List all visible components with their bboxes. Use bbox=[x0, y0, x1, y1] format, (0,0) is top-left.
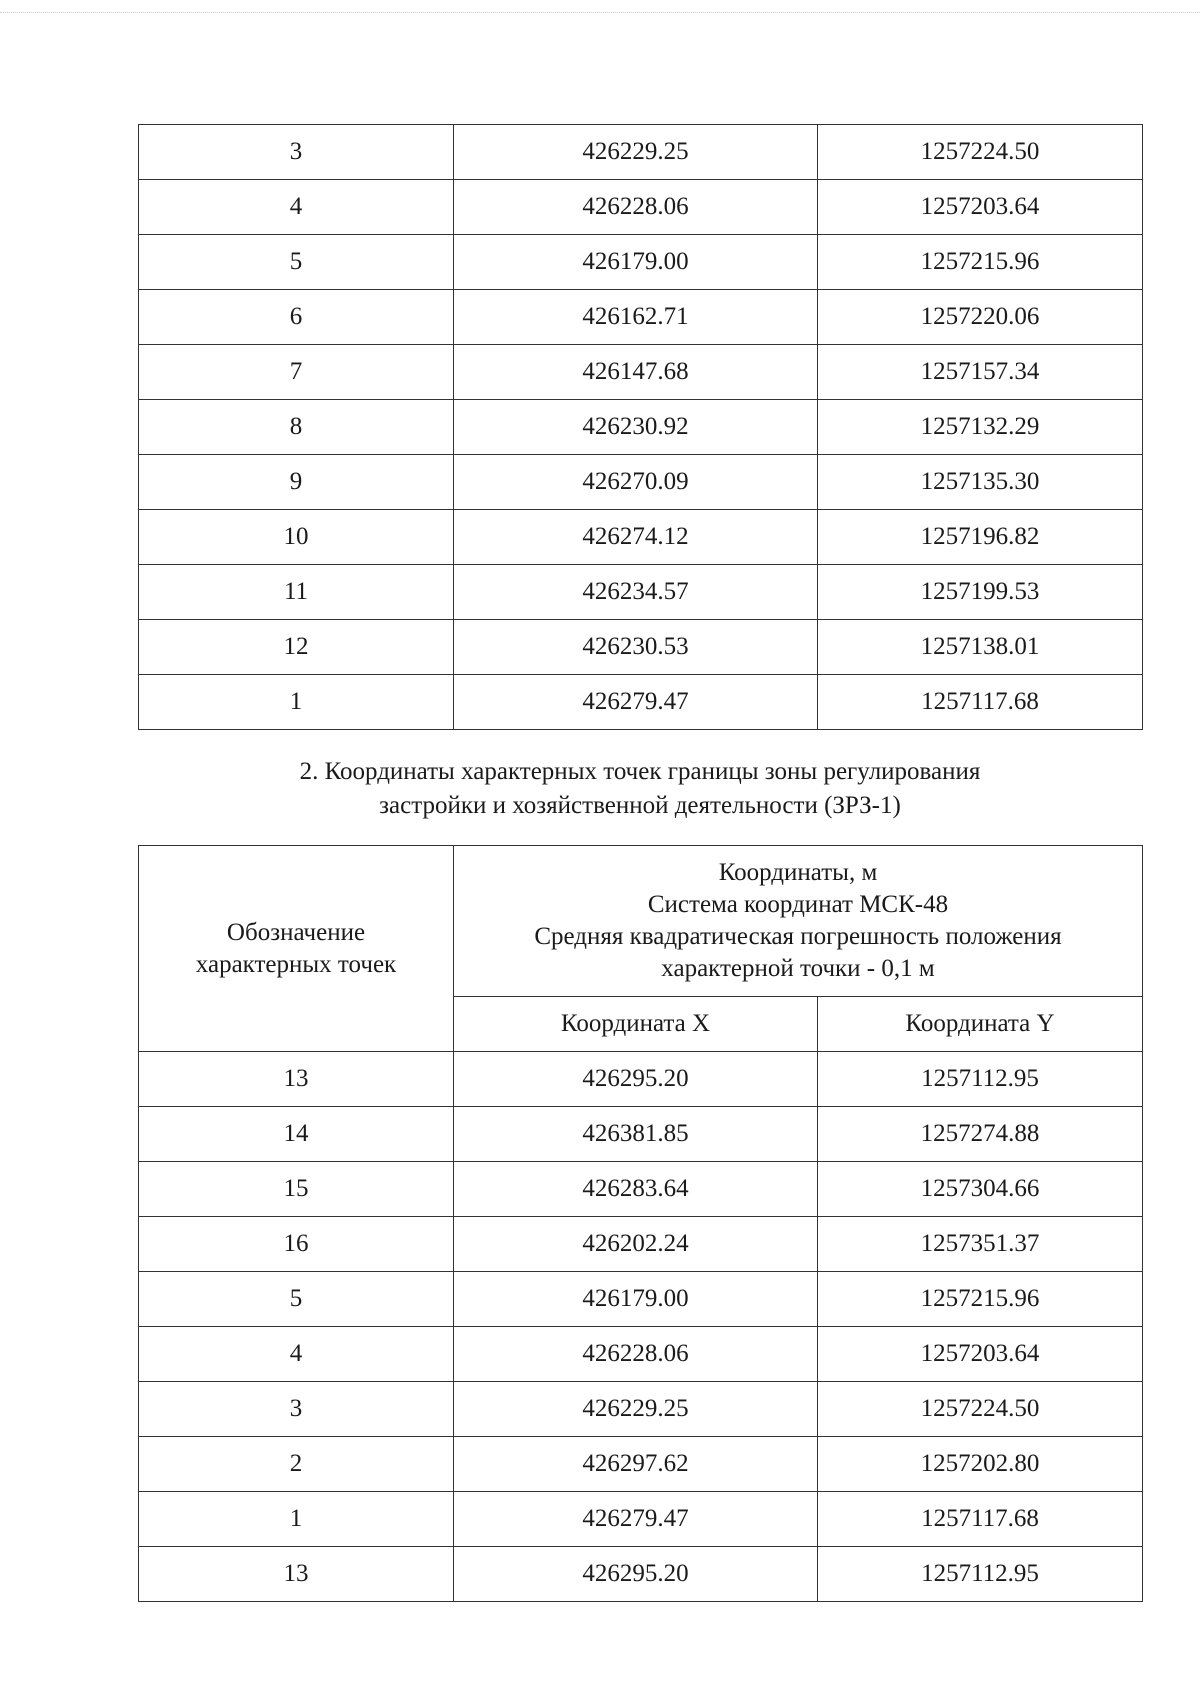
header-row bbox=[139, 846, 1143, 997]
table-row bbox=[139, 1107, 1143, 1162]
x-cell: 426381.85 bbox=[454, 1107, 818, 1162]
point-cell: 15 bbox=[139, 1162, 454, 1217]
x-cell: 426229.25 bbox=[454, 1382, 818, 1437]
point-cell: 16 bbox=[139, 1217, 454, 1272]
point-cell: 3 bbox=[139, 1382, 454, 1437]
point-cell: 13 bbox=[139, 1052, 454, 1107]
table-row bbox=[139, 1052, 1143, 1107]
header-coords-line-4: характерной точки - 0,1 м bbox=[661, 955, 935, 982]
x-cell: 426279.47 bbox=[454, 1492, 818, 1547]
x-cell: 426162.71 bbox=[454, 290, 818, 345]
section-title-line-1: 2. Координаты характерных точек границы зоны регулирования bbox=[299, 758, 981, 785]
header-coords-line-3: Средняя квадратическая погрешность положения bbox=[534, 923, 1062, 950]
y-cell: 1257224.50 bbox=[818, 125, 1143, 180]
point-designation-header bbox=[139, 846, 454, 1052]
section-title-line-2: застройки и хозяйственной деятельности (ЗРЗ-1) bbox=[379, 792, 901, 819]
y-cell: 1257202.80 bbox=[818, 1437, 1143, 1492]
y-cell: 1257135.30 bbox=[818, 455, 1143, 510]
x-cell: 426202.24 bbox=[454, 1217, 818, 1272]
point-cell: 12 bbox=[139, 620, 454, 675]
point-cell: 9 bbox=[139, 455, 454, 510]
table-row bbox=[139, 455, 1143, 510]
table-row bbox=[139, 620, 1143, 675]
y-cell: 1257132.29 bbox=[818, 400, 1143, 455]
y-cell: 1257215.96 bbox=[818, 235, 1143, 290]
x-cell: 426179.00 bbox=[454, 235, 818, 290]
table-row bbox=[139, 1492, 1143, 1547]
point-cell: 6 bbox=[139, 290, 454, 345]
table-row bbox=[139, 1327, 1143, 1382]
x-cell: 426147.68 bbox=[454, 345, 818, 400]
x-cell: 426179.00 bbox=[454, 1272, 818, 1327]
table-2-body bbox=[139, 1052, 1143, 1602]
coordinates-table-continued bbox=[138, 124, 1143, 730]
y-cell: 1257274.88 bbox=[818, 1107, 1143, 1162]
point-cell: 5 bbox=[139, 235, 454, 290]
point-cell: 11 bbox=[139, 565, 454, 620]
point-cell: 1 bbox=[139, 675, 454, 730]
x-cell: 426228.06 bbox=[454, 1327, 818, 1382]
y-cell: 1257112.95 bbox=[818, 1547, 1143, 1602]
y-cell: 1257203.64 bbox=[818, 180, 1143, 235]
table-row bbox=[139, 565, 1143, 620]
y-cell: 1257117.68 bbox=[818, 675, 1143, 730]
x-cell: 426229.25 bbox=[454, 125, 818, 180]
x-cell: 426228.06 bbox=[454, 180, 818, 235]
table-row bbox=[139, 235, 1143, 290]
y-cell: 1257351.37 bbox=[818, 1217, 1143, 1272]
coordinate-x-header: Координата X bbox=[454, 997, 818, 1052]
x-cell: 426283.64 bbox=[454, 1162, 818, 1217]
y-cell: 1257112.95 bbox=[818, 1052, 1143, 1107]
point-cell: 10 bbox=[139, 510, 454, 565]
point-cell: 3 bbox=[139, 125, 454, 180]
zrz-1-coordinates-table bbox=[138, 845, 1143, 1602]
x-cell: 426274.12 bbox=[454, 510, 818, 565]
x-cell: 426279.47 bbox=[454, 675, 818, 730]
table-row bbox=[139, 180, 1143, 235]
table-row bbox=[139, 675, 1143, 730]
table-1-body bbox=[139, 125, 1143, 730]
table-row bbox=[139, 1162, 1143, 1217]
y-cell: 1257203.64 bbox=[818, 1327, 1143, 1382]
y-cell: 1257224.50 bbox=[818, 1382, 1143, 1437]
y-cell: 1257157.34 bbox=[818, 345, 1143, 400]
table-row bbox=[139, 1382, 1143, 1437]
point-cell: 4 bbox=[139, 180, 454, 235]
x-cell: 426230.53 bbox=[454, 620, 818, 675]
point-cell: 8 bbox=[139, 400, 454, 455]
x-cell: 426295.20 bbox=[454, 1547, 818, 1602]
y-cell: 1257220.06 bbox=[818, 290, 1143, 345]
point-cell: 4 bbox=[139, 1327, 454, 1382]
x-cell: 426270.09 bbox=[454, 455, 818, 510]
header-point-line-1: Обозначение bbox=[226, 918, 366, 946]
header-coords-line-1: Координаты, м bbox=[718, 859, 878, 886]
y-cell: 1257215.96 bbox=[818, 1272, 1143, 1327]
x-cell: 426295.20 bbox=[454, 1052, 818, 1107]
point-cell: 1 bbox=[139, 1492, 454, 1547]
table-row bbox=[139, 290, 1143, 345]
table-2-header bbox=[139, 846, 1143, 1052]
table-row bbox=[139, 1272, 1143, 1327]
coordinates-header bbox=[454, 846, 1143, 997]
x-cell: 426230.92 bbox=[454, 400, 818, 455]
y-cell: 1257138.01 bbox=[818, 620, 1143, 675]
x-cell: 426234.57 bbox=[454, 565, 818, 620]
table-row bbox=[139, 510, 1143, 565]
table-row bbox=[139, 345, 1143, 400]
point-cell: 2 bbox=[139, 1437, 454, 1492]
table-row bbox=[139, 1437, 1143, 1492]
y-cell: 1257304.66 bbox=[818, 1162, 1143, 1217]
section-2-title bbox=[138, 755, 1142, 823]
x-cell: 426297.62 bbox=[454, 1437, 818, 1492]
point-cell: 7 bbox=[139, 345, 454, 400]
header-coords-line-2: Система координат МСК-48 bbox=[647, 891, 949, 918]
table-row bbox=[139, 400, 1143, 455]
point-cell: 13 bbox=[139, 1547, 454, 1602]
y-cell: 1257196.82 bbox=[818, 510, 1143, 565]
point-cell: 5 bbox=[139, 1272, 454, 1327]
header-point-line-2: характерных точек bbox=[195, 950, 397, 978]
y-cell: 1257199.53 bbox=[818, 565, 1143, 620]
table-row bbox=[139, 1547, 1143, 1602]
y-cell: 1257117.68 bbox=[818, 1492, 1143, 1547]
page-top-edge bbox=[0, 12, 1200, 13]
table-row bbox=[139, 1217, 1143, 1272]
coordinate-y-header: Координата Y bbox=[818, 997, 1143, 1052]
table-row bbox=[139, 125, 1143, 180]
point-cell: 14 bbox=[139, 1107, 454, 1162]
